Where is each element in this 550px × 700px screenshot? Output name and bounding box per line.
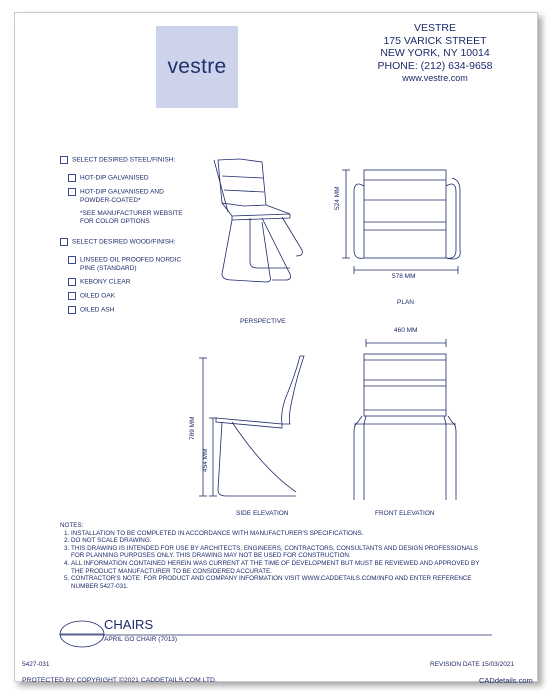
note-item: 5. CONTRACTOR'S NOTE: FOR PRODUCT AND COMPANY INFORMATION VISIT WWW.CADDETAILS.COM/INFO AND ENTER REFERENCE NUMBER 5427-031. — [71, 575, 490, 590]
note-item: 3. THIS DRAWING IS INTENDED FOR USE BY ARCHITECTS, ENGINEERS, CONTRACTORS, CONSULTANTS AND DESIGN PROFESSIONALS FOR PLANNING PURPOSES ONLY. THIS DRAWING MAY NOT BE USED FOR CONSTRUCTION. — [71, 545, 490, 560]
company-address-1: 175 VARICK STREET — [383, 34, 487, 47]
drawing-subtitle: APRIL GO CHAIR (7013) — [104, 636, 178, 643]
company-name: VESTRE — [413, 22, 456, 34]
company-address-2: NEW YORK, NY 10014 — [380, 47, 490, 59]
company-website[interactable]: www.vestre.com — [402, 73, 468, 83]
steel-heading-label: SELECT DESIRED STEEL/FINISH: — [72, 156, 176, 164]
vestre-logo: vestre — [156, 26, 238, 108]
reference-number: 5427-031 — [22, 661, 50, 668]
ash-label: OILED ASH — [80, 306, 115, 314]
oak-label: OILED OAK — [80, 292, 116, 300]
pine-label-2: PINE (STANDARD) — [80, 264, 137, 272]
pine-label-1: LINSEED OIL PROOFED NORDIC — [80, 256, 182, 264]
note-item: 1. INSTALLATION TO BE COMPLETED IN ACCORDANCE WITH MANUFACTURER'S SPECIFICATIONS. — [71, 530, 490, 538]
side-elevation-label: SIDE ELEVATION — [236, 510, 289, 517]
copyright-text: PROTECTED BY COPYRIGHT ©2021 CADDETAILS.COM LTD. — [22, 677, 217, 684]
notes-block — [60, 522, 490, 590]
side-elevation-view — [199, 356, 304, 496]
plan-depth-dim: 524 MM — [334, 186, 341, 210]
perspective-label: PERSPECTIVE — [240, 318, 286, 325]
front-elevation-label: FRONT ELEVATION — [375, 510, 435, 517]
perspective-view — [214, 159, 302, 282]
kebony-label: KEBONY CLEAR — [80, 278, 131, 286]
drawing-title: CHAIRS — [104, 617, 154, 632]
powder-label-1: HOT-DIP GALVANISED AND — [80, 188, 164, 196]
revision-date: REVISION DATE 15/03/2021 — [430, 661, 515, 668]
front-elevation-view — [354, 339, 456, 500]
wood-heading-label: SELECT DESIRED WOOD/FINISH: — [72, 238, 176, 246]
plan-width-dim: 578 MM — [392, 273, 416, 280]
total-height-dim: 789 MM — [189, 416, 196, 440]
company-phone: PHONE: (212) 634-9658 — [377, 59, 493, 72]
note-item: 4. ALL INFORMATION CONTAINED HEREIN WAS CURRENT AT THE TIME OF DEVELOPMENT BUT MUST BE REVIEWED AND APPROVED BY THE PRODUCT MANUFACTURER TO BE CONSIDERED ACCURATE. — [71, 560, 490, 575]
caddetails-brand[interactable]: CADdetails.com — [479, 676, 533, 685]
seat-height-dim: 454 MM — [202, 448, 209, 472]
note-item: 2. DO NOT SCALE DRAWING. — [71, 537, 490, 545]
steel-note-1: *SEE MANUFACTURER WEBSITE — [80, 210, 183, 217]
galvanised-label: HOT-DIP GALVANISED — [80, 174, 149, 182]
plan-label: PLAN — [397, 299, 414, 306]
plan-view — [342, 170, 460, 274]
notes-heading: NOTES: — [60, 522, 84, 529]
front-width-dim: 460 MM — [394, 327, 418, 334]
powder-label-2: POWDER-COATED* — [80, 196, 141, 204]
steel-note-2: FOR COLOR OPTIONS — [80, 218, 150, 225]
